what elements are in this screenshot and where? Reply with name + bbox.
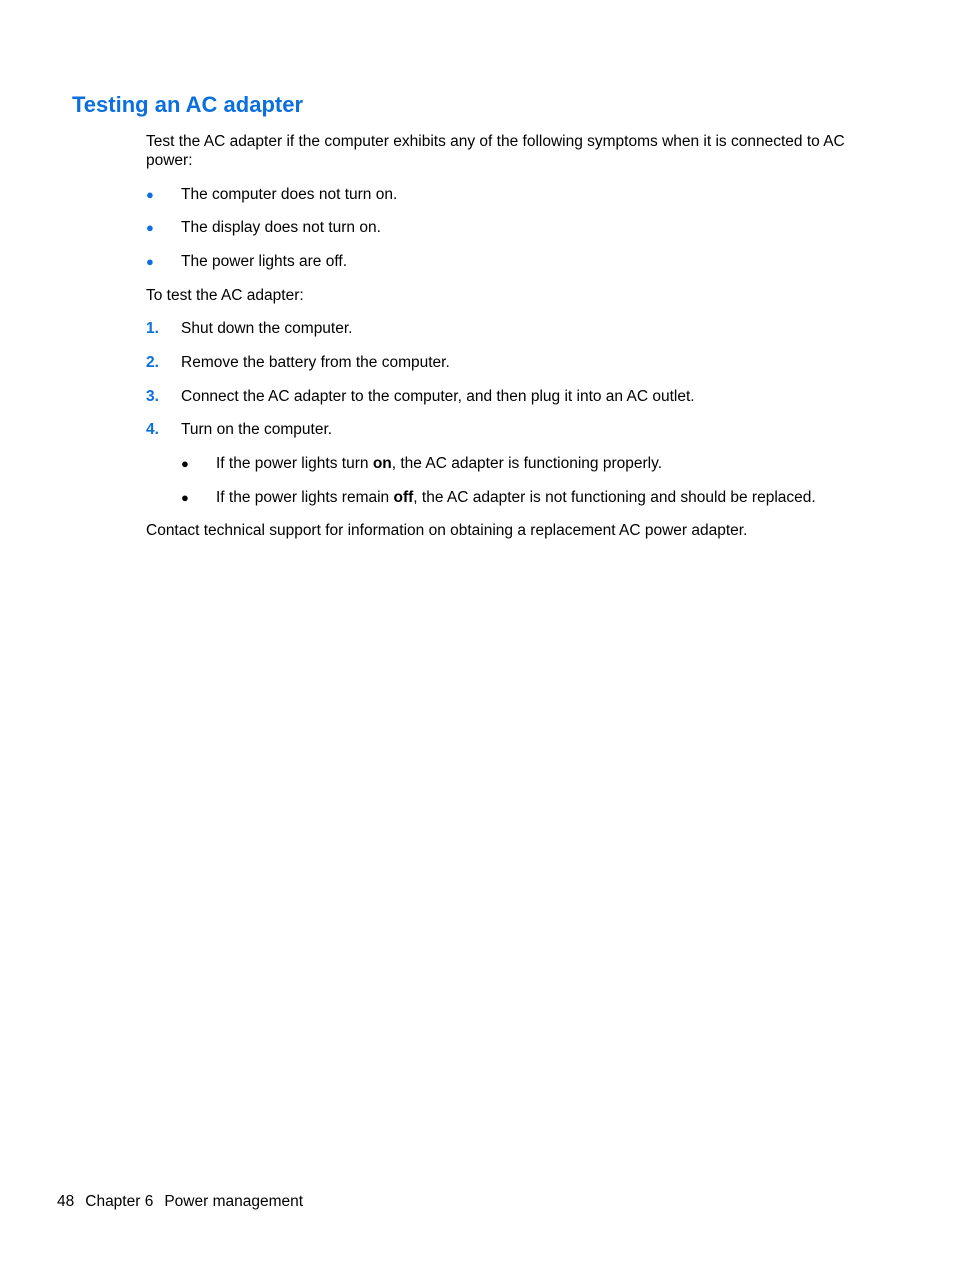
sub-bullet-text <box>216 454 662 473</box>
sub-bullet-text <box>216 488 816 507</box>
bullet-icon: ● <box>146 220 154 235</box>
sub-bullet-text-before: If the power lights remain <box>216 489 394 506</box>
step-number: 3. <box>146 388 159 405</box>
section-heading: Testing an AC adapter <box>72 92 304 117</box>
page-number: 48 <box>57 1193 75 1210</box>
step-number: 4. <box>146 421 159 438</box>
step-text: Connect the AC adapter to the computer, and then plug it into an AC outlet. <box>181 388 695 405</box>
bullet-icon: ● <box>146 254 154 269</box>
bullet-icon: ● <box>181 456 189 471</box>
step-text: Shut down the computer. <box>181 320 353 337</box>
symptom-text: The computer does not turn on. <box>181 186 398 203</box>
step-number: 2. <box>146 354 159 371</box>
sub-bullet-text-before: If the power lights turn <box>216 455 373 472</box>
sub-bullet-text-after: , the AC adapter is not functioning and should be replaced. <box>413 489 816 506</box>
bullet-icon: ● <box>181 490 189 505</box>
intro-paragraph: Test the AC adapter if the computer exhibits any of the following symptoms when it is connected to AC power: <box>146 133 845 169</box>
sub-bullet-text-bold: off <box>393 489 414 506</box>
symptom-text: The power lights are off. <box>181 253 347 270</box>
sub-bullet-text-after: , the AC adapter is functioning properly. <box>391 455 663 472</box>
footer-chapter-title: Power management <box>164 1193 304 1210</box>
page-footer <box>57 1192 319 1211</box>
closing-paragraph: Contact technical support for information on obtaining a replacement AC power adapter. <box>146 522 748 539</box>
test-intro-paragraph: To test the AC adapter: <box>146 287 304 304</box>
step-number: 1. <box>146 320 159 337</box>
step-text: Remove the battery from the computer. <box>181 354 450 371</box>
sub-bullet-text-bold: on <box>372 455 392 472</box>
footer-chapter: Chapter 6 <box>85 1193 154 1210</box>
step-text: Turn on the computer. <box>181 421 333 438</box>
symptom-text: The display does not turn on. <box>181 219 381 236</box>
bullet-icon: ● <box>146 187 154 202</box>
